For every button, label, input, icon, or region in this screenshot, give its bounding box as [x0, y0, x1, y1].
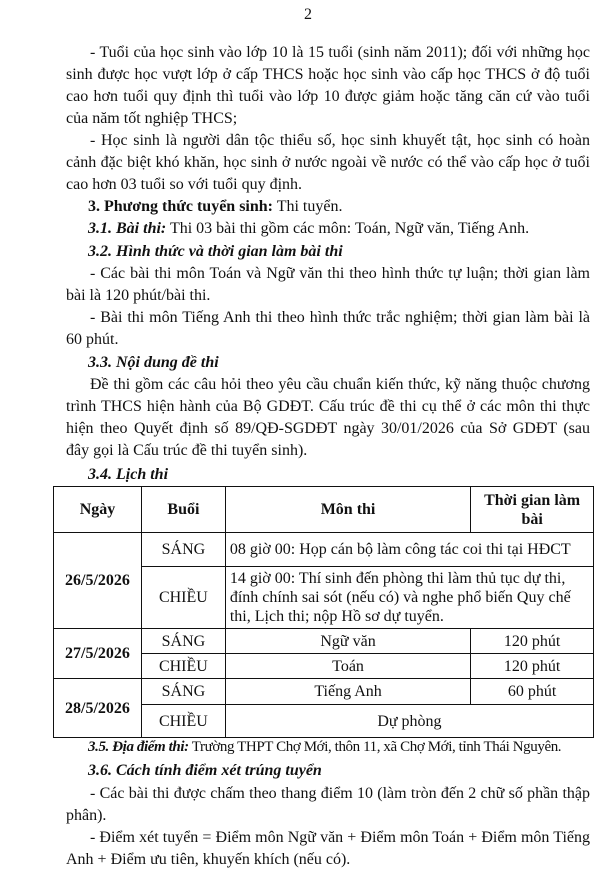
section-3-6-p1: - Các bài thi được chấm theo thang điểm 10 (làm tròn đến 2 chữ số phần thập phân).: [66, 785, 590, 824]
header-session: Buổi: [141, 487, 225, 533]
page-number: 2: [304, 6, 312, 23]
subject-cell: Tiếng Anh: [225, 679, 470, 705]
date-cell: 27/5/2026: [54, 629, 142, 679]
section-3-2-p2: - Bài thi môn Tiếng Anh thi theo hình thức trắc nghiệm; thời gian làm bài là 60 phút.: [66, 309, 590, 348]
header-date: Ngày: [54, 487, 142, 533]
date-cell: 28/5/2026: [54, 679, 142, 738]
paragraph-age: - Tuổi của học sinh vào lớp 10 là 15 tuổi (sinh năm 2011); đối với những học sinh được học vượt lớp ở cấp THCS hoặc học sinh vào cấp học THCS ở độ tuổi cao hơn tuổi quy định thì tuổi vào lớp 10 được giảm hoặc tăng căn cứ vào tuổi của năm tốt nghiệp THCS;: [66, 44, 590, 127]
section-3-6-p2: - Điểm xét tuyển = Điểm môn Ngữ văn + Điểm môn Toán + Điểm môn Tiếng Anh + Điểm ưu tiên, khuyến khích (nếu có).: [66, 829, 590, 868]
paragraph-exceptions: - Học sinh là người dân tộc thiểu số, học sinh khuyết tật, học sinh có hoàn cảnh đặc biệt khó khăn, học sinh ở nước ngoài về nước có thể vào cấp học ở tuổi cao hơn 03 tuổi so với tuổi quy định.: [66, 132, 590, 193]
table-header-row: [54, 487, 594, 533]
subject-cell: 08 giờ 00: Họp cán bộ làm công tác coi thi tại HĐCT: [225, 533, 593, 567]
duration-cell: 120 phút: [471, 654, 594, 679]
section-3-1-text: Thi 03 bài thi gồm các môn: Toán, Ngữ văn, Tiếng Anh.: [166, 220, 530, 237]
header-subject: Môn thi: [225, 487, 470, 533]
subject-cell: 14 giờ 00: Thí sinh đến phòng thi làm thủ tục dự thi, đính chính sai sót (nếu có) và nghe phổ biến Quy chế thi, Lịch thi; nộp Hồ sơ dự tuyển.: [225, 567, 593, 629]
section-3-3-title: 3.3. Nội dung đề thi: [88, 354, 219, 371]
section-3-heading: [88, 196, 342, 218]
section-3-2-p1: - Các bài thi môn Toán và Ngữ văn thi theo hình thức tự luận; thời gian làm bài là 120 phút/bài thi.: [66, 265, 590, 304]
exam-schedule-table: [53, 486, 594, 738]
session-cell: SÁNG: [141, 679, 225, 705]
session-cell: CHIỀU: [141, 654, 225, 679]
section-3-1-label: 3.1. Bài thi:: [88, 220, 167, 237]
section-3-4-title: 3.4. Lịch thi: [88, 466, 169, 483]
session-cell: SÁNG: [141, 533, 225, 567]
section-3-6-title: 3.6. Cách tính điểm xét trúng tuyển: [88, 762, 322, 779]
section-3-3-p1: Đề thi gồm các câu hỏi theo yêu cầu chuẩn kiến thức, kỹ năng thuộc chương trình THCS hiện hành của Bộ GDĐT. Cấu trúc đề thi cụ thể ở các môn thi thực hiện theo Quyết định số 89/QĐ-SGDĐT ngày 30/01/2026 của Sở GDĐT (sau đây gọi là Cấu trúc đề thi tuyển sinh).: [66, 376, 590, 459]
section-3-5: [88, 736, 561, 758]
table-row: [54, 533, 594, 567]
header-duration: Thời gian làm bài: [471, 487, 594, 533]
section-3-2-title: 3.2. Hình thức và thời gian làm bài thi: [88, 243, 343, 260]
session-cell: SÁNG: [141, 629, 225, 654]
session-cell: CHIỀU: [141, 567, 225, 629]
table-row: [54, 679, 594, 705]
section-3-5-text: Trường THPT Chợ Mới, thôn 11, xã Chợ Mới, tỉnh Thái Nguyên.: [188, 739, 562, 755]
session-cell: CHIỀU: [141, 705, 225, 738]
section-3-1: [88, 218, 529, 240]
duration-cell: 60 phút: [471, 679, 594, 705]
duration-cell: 120 phút: [471, 629, 594, 654]
subject-cell: Dự phòng: [225, 705, 593, 738]
subject-cell: Ngữ văn: [225, 629, 470, 654]
section-3-text: Thi tuyển.: [272, 198, 343, 215]
date-cell: 26/5/2026: [54, 533, 142, 629]
section-3-5-label: 3.5. Địa điểm thi:: [88, 739, 189, 755]
table-row: [54, 629, 594, 654]
subject-cell: Toán: [225, 654, 470, 679]
section-3-label: 3. Phương thức tuyển sinh:: [88, 198, 273, 215]
